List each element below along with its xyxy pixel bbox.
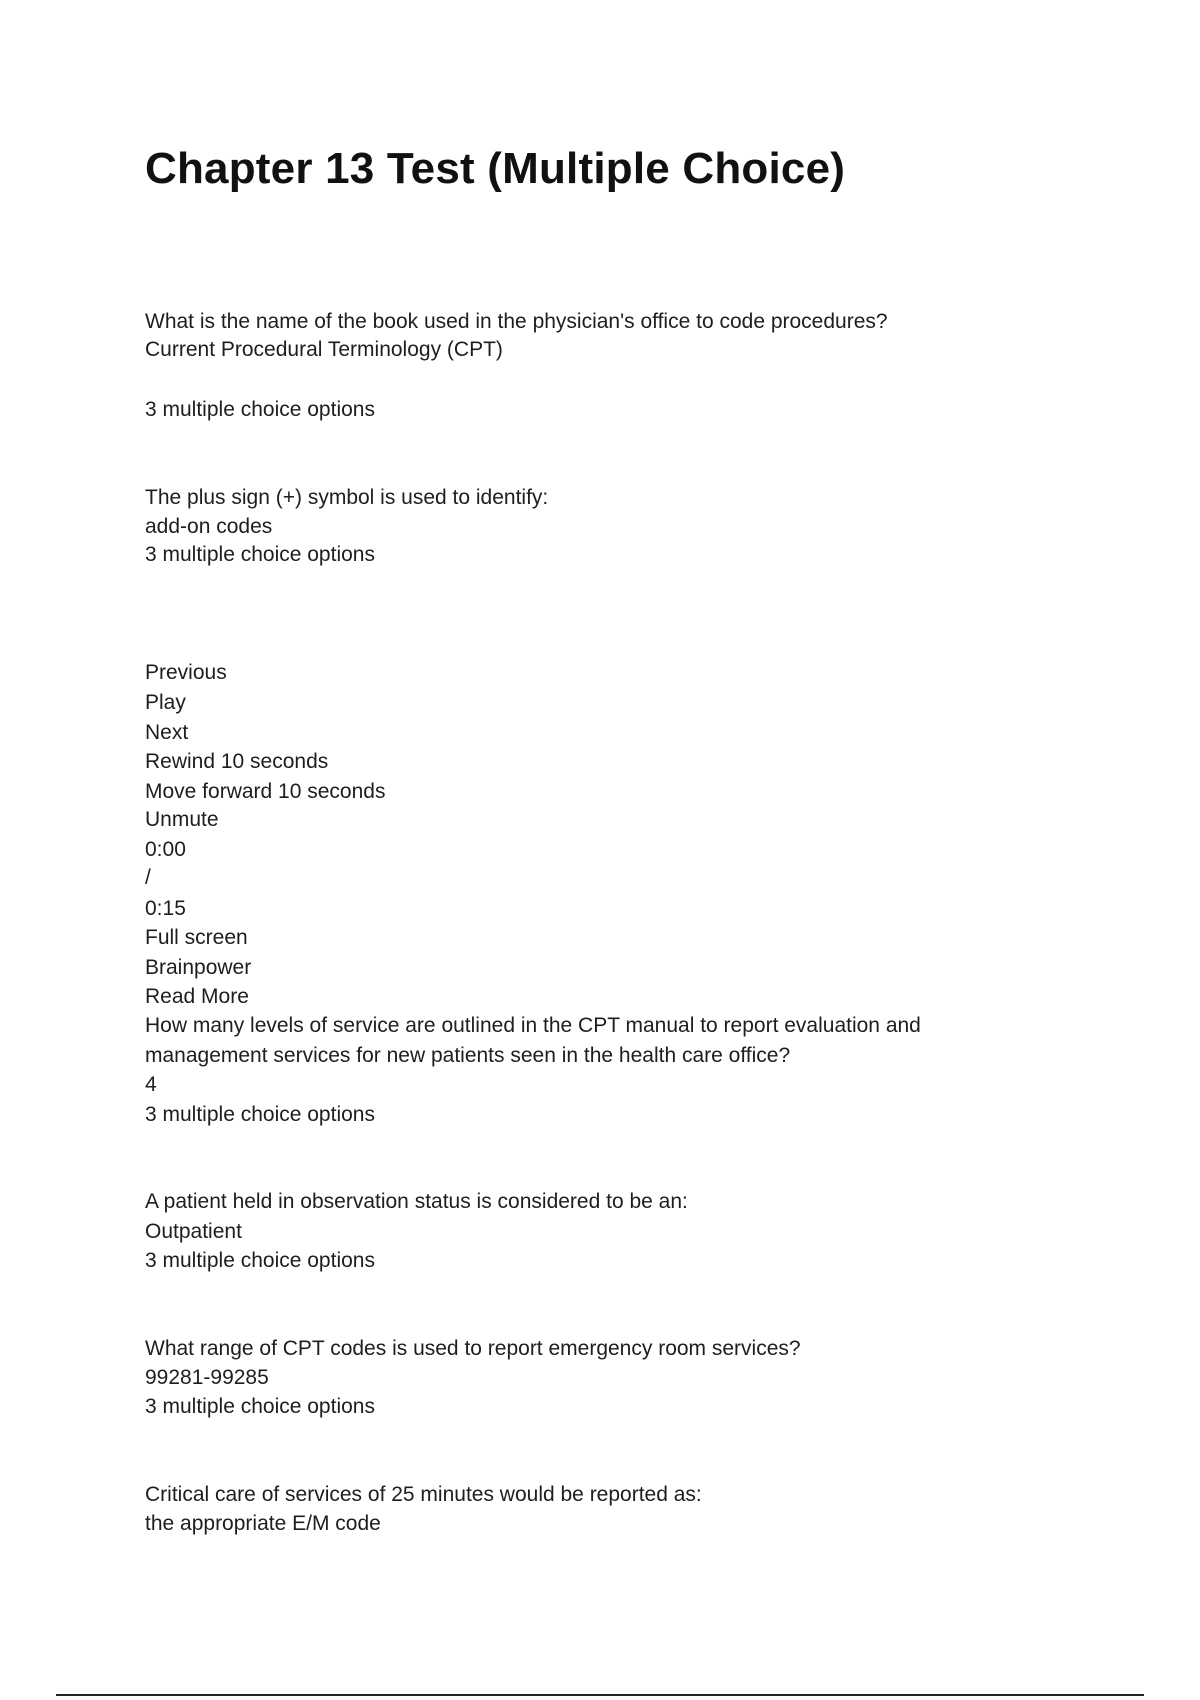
forward-button[interactable]: Move forward 10 seconds bbox=[145, 780, 386, 803]
question-5-answer: 99281-99285 bbox=[145, 1366, 269, 1389]
question-3-text-line-2: management services for new patients seen in the health care office? bbox=[145, 1044, 791, 1067]
current-time: 0:00 bbox=[145, 838, 186, 861]
question-6-answer: the appropriate E/M code bbox=[145, 1512, 381, 1535]
question-4-answer: Outpatient bbox=[145, 1220, 242, 1243]
question-4-text: A patient held in observation status is considered to be an: bbox=[145, 1190, 688, 1213]
previous-button[interactable]: Previous bbox=[145, 661, 227, 684]
question-2-options-note: 3 multiple choice options bbox=[145, 543, 375, 566]
question-4-options-note: 3 multiple choice options bbox=[145, 1249, 375, 1272]
next-button[interactable]: Next bbox=[145, 721, 189, 744]
question-6-text: Critical care of services of 25 minutes would be reported as: bbox=[145, 1483, 702, 1506]
question-1-options-note: 3 multiple choice options bbox=[145, 398, 375, 421]
rewind-button[interactable]: Rewind 10 seconds bbox=[145, 750, 329, 773]
time-separator: / bbox=[145, 866, 151, 889]
page-bottom-divider bbox=[56, 1694, 1144, 1696]
question-2-text: The plus sign (+) symbol is used to identify: bbox=[145, 486, 549, 509]
question-3-options-note: 3 multiple choice options bbox=[145, 1103, 375, 1126]
question-1-answer: Current Procedural Terminology (CPT) bbox=[145, 338, 503, 361]
play-button[interactable]: Play bbox=[145, 691, 186, 714]
question-3-text-line-1: How many levels of service are outlined in the CPT manual to report evaluation and bbox=[145, 1014, 921, 1037]
question-5-text: What range of CPT codes is used to report emergency room services? bbox=[145, 1337, 801, 1360]
brand-label: Brainpower bbox=[145, 956, 252, 979]
question-1-text: What is the name of the book used in the physician's office to code procedures? bbox=[145, 310, 888, 333]
page-title: Chapter 13 Test (Multiple Choice) bbox=[145, 144, 846, 193]
duration: 0:15 bbox=[145, 897, 186, 920]
question-3-answer: 4 bbox=[145, 1073, 157, 1096]
question-2-answer: add-on codes bbox=[145, 515, 273, 538]
unmute-button[interactable]: Unmute bbox=[145, 808, 219, 831]
question-5-options-note: 3 multiple choice options bbox=[145, 1395, 375, 1418]
full-screen-button[interactable]: Full screen bbox=[145, 926, 248, 949]
read-more-link[interactable]: Read More bbox=[145, 985, 249, 1008]
